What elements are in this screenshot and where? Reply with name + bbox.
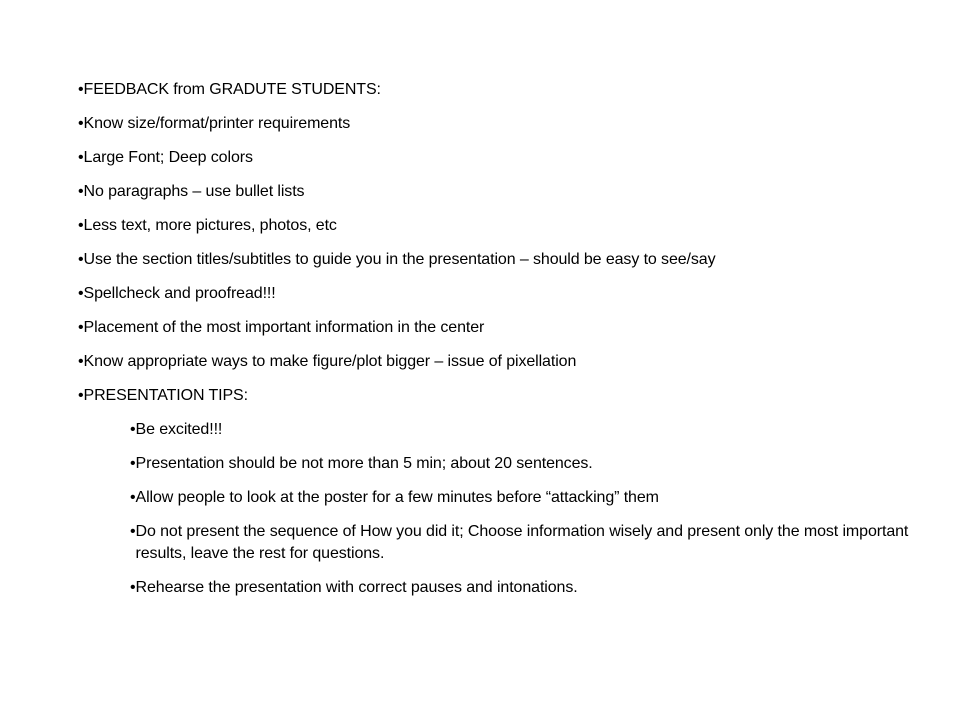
bullet-item	[78, 351, 938, 373]
sub-bullet-item	[130, 577, 938, 599]
bullet-item	[78, 317, 938, 339]
bullet-text: Know appropriate ways to make figure/plot bigger – issue of pixellation	[83, 353, 577, 370]
bullet-dot: •	[78, 251, 84, 268]
bullet-dot: •	[130, 421, 136, 438]
bullet-dot: •	[78, 183, 84, 200]
bullet-text: Know size/format/printer requirements	[83, 115, 351, 132]
bullet-dot: •	[130, 579, 136, 596]
bullet-item	[78, 147, 938, 169]
sub-bullet-text: Presentation should be not more than 5 min; about 20 sentences.	[135, 455, 593, 472]
sub-bullet-item	[130, 521, 938, 565]
bullet-dot: •	[130, 489, 136, 506]
bullet-item	[78, 113, 938, 135]
bullet-dot: •	[78, 285, 84, 302]
bullet-text: No paragraphs – use bullet lists	[83, 183, 305, 200]
bullet-dot: •	[130, 455, 136, 472]
bullet-text: Large Font; Deep colors	[83, 149, 253, 166]
bullet-text: FEEDBACK from GRADUTE STUDENTS:	[83, 81, 381, 98]
bullet-text: Spellcheck and proofread!!!	[83, 285, 276, 302]
bullet-item	[78, 283, 938, 305]
sub-bullet-text: Be excited!!!	[135, 421, 223, 438]
bullet-dot: •	[78, 387, 84, 404]
bullet-text: Less text, more pictures, photos, etc	[83, 217, 337, 234]
sub-bullet-text: Rehearse the presentation with correct pauses and intonations.	[135, 579, 578, 596]
bullet-item	[78, 79, 938, 101]
bullet-dot: •	[78, 319, 84, 336]
bullet-dot: •	[78, 81, 84, 98]
sub-bullet-text: Do not present the sequence of How you did it; Choose information wisely and present only the most important results, leave the rest for questions.	[135, 523, 909, 562]
bullet-item	[78, 181, 938, 203]
bullet-dot: •	[78, 115, 84, 132]
sub-bullet-item	[130, 453, 938, 475]
bullet-text: Use the section titles/subtitles to guide you in the presentation – should be easy to see/say	[83, 251, 716, 268]
bullet-text: Placement of the most important information in the center	[83, 319, 485, 336]
bullet-item	[78, 249, 938, 271]
bullet-item	[78, 385, 938, 407]
sub-bullet-text: Allow people to look at the poster for a few minutes before “attacking” them	[135, 489, 659, 506]
bullet-dot: •	[130, 523, 136, 540]
bullet-list	[78, 79, 938, 611]
sub-bullet-item	[130, 487, 938, 509]
bullet-text: PRESENTATION TIPS:	[83, 387, 248, 404]
sub-bullet-item	[130, 419, 938, 441]
bullet-dot: •	[78, 353, 84, 370]
bullet-item	[78, 215, 938, 237]
bullet-dot: •	[78, 217, 84, 234]
bullet-dot: •	[78, 149, 84, 166]
